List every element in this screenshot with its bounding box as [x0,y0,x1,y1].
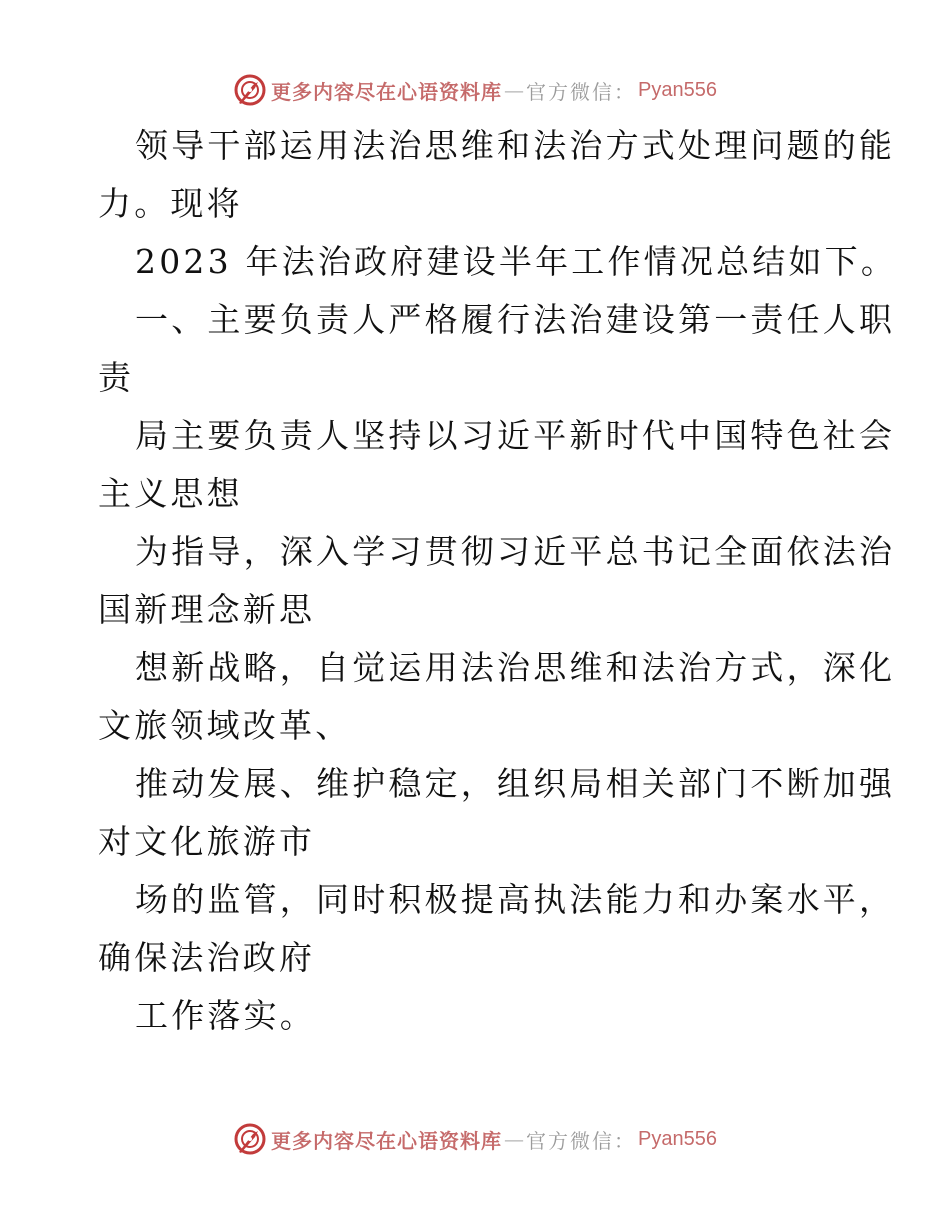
section-heading-line: 一、主要负责人严格履行法治建设第一责任人职 [135,300,896,339]
section-heading-line: 责 [98,358,135,397]
body-line: 力。现将 [98,184,243,223]
pen-logo-icon [233,1122,267,1156]
body-line: 想新战略，自觉运用法治思维和法治方式，深化 [135,648,896,687]
body-line: 2023 年法治政府建设半年工作情况总结如下。 [135,242,898,281]
body-line: 确保法治政府 [98,938,316,977]
body-line: 推动发展、维护稳定，组织局相关部门不断加强 [135,764,896,803]
brand-text: 更多内容尽在心语资料库 [271,1128,503,1153]
body-line: 场的监管，同时积极提高执法能力和办案水平， [135,880,896,919]
body-line: 工作落实。 [135,996,316,1035]
footer-watermark-banner [0,1119,950,1159]
brand-text: 更多内容尽在心语资料库 [271,79,503,104]
body-line: 对文化旅游市 [98,822,316,861]
banner-dash: — [504,78,525,102]
header-watermark-banner [0,70,950,110]
body-line: 局主要负责人坚持以习近平新时代中国特色社会 [135,416,896,455]
body-line: 为指导，深入学习贯彻习近平总书记全面依法治 [135,532,896,571]
document-body [98,117,898,1045]
wechat-label: 官方微信： [526,1128,637,1153]
body-line: 国新理念新思 [98,590,316,629]
pen-logo-icon [233,73,267,107]
wechat-label: 官方微信： [526,79,637,104]
wechat-id: Pyan556 [638,1127,717,1150]
body-line: 主义思想 [98,474,243,513]
wechat-id: Pyan556 [638,78,717,101]
body-line: 文旅领域改革、 [98,706,352,745]
banner-dash: — [504,1127,525,1151]
body-line: 领导干部运用法治思维和法治方式处理问题的能 [135,126,896,165]
